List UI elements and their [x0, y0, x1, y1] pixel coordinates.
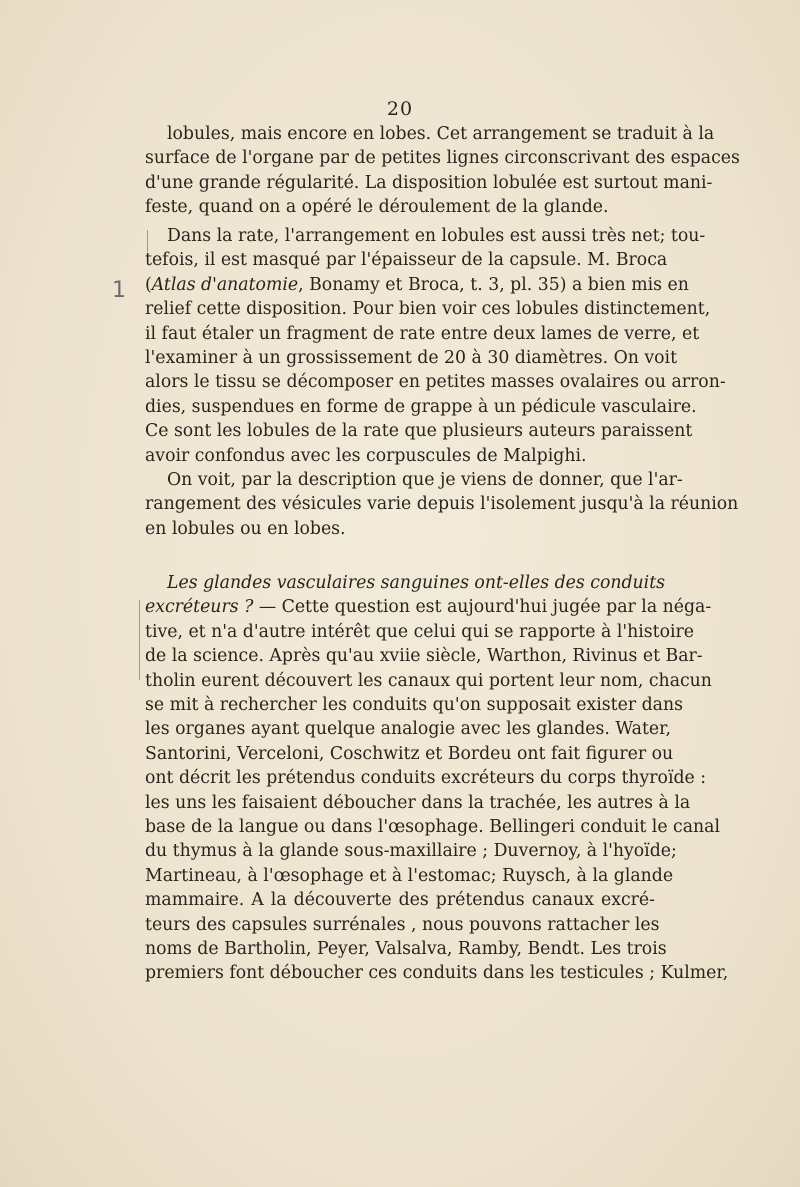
- text-line: se mit à rechercher les conduits qu'on supposait exister dans: [145, 695, 683, 715]
- text-line: dies, suspendues en forme de grappe à un pédicule vasculaire.: [145, 396, 697, 417]
- text-line: teurs des capsules surrénales , nous pouvons rattacher les: [145, 914, 660, 935]
- text-line: Martineau, à l'œsophage et à l'estomac; Ruysch, à la glande: [145, 865, 674, 886]
- text-line: rangement des vésicules varie depuis l'isolement jusqu'à la réunion: [145, 494, 739, 515]
- text-line: du thymus à la glande sous-maxillaire ; Duvernoy, à l'hyoïde;: [145, 841, 677, 862]
- text-line: ont décrit les prétendus conduits excréteurs du corps thyroïde :: [145, 768, 707, 789]
- text-line: base de la langue ou dans l'œsophage. Bellingeri conduit le canal: [145, 817, 720, 837]
- text-line: Ce sont les lobules de la rate que plusieurs auteurs paraissent: [145, 421, 693, 442]
- text-line: tefois, il est masqué par l'épaisseur de la capsule. M. Broca: [145, 250, 668, 271]
- text-line: les organes ayant quelque analogie avec les glandes. Water,: [145, 719, 671, 740]
- text-line: (Atlas d'anatomie, Bonamy et Broca, t. 3, pl. 35) a bien mis en: [145, 274, 689, 295]
- text-line: surface de l'organe par de petites lignes circonscrivant des espaces: [145, 148, 740, 169]
- text-line: tive, et n'a d'autre intérêt que celui qui se rapporte à l'histoire: [145, 621, 694, 642]
- text-line: Dans la rate, l'arrangement en lobules est aussi très net; tou-: [167, 226, 706, 246]
- text-line: d'une grande régularité. La disposition lobulée est surtout mani-: [145, 172, 713, 193]
- text-line: Les glandes vasculaires sanguines ont-elles des conduits: [167, 573, 666, 593]
- text-line: feste, quand on a opéré le déroulement de la glande.: [145, 197, 609, 218]
- text-line: il faut étaler un fragment de rate entre deux lames de verre, et: [145, 323, 700, 344]
- margin-pencil-mark: 1: [112, 278, 126, 303]
- text-line: en lobules ou en lobes.: [145, 518, 346, 539]
- page-number: 20: [386, 98, 414, 120]
- text-line: l'examiner à un grossissement de 20 à 30 diamètres. On voit: [145, 348, 678, 368]
- text-line: de la science. Après qu'au xviie siècle, Warthon, Rivinus et Bar-: [145, 646, 703, 667]
- margin-pencil-line-lower: [139, 600, 140, 680]
- text-line: tholin eurent découvert les canaux qui portent leur nom, chacun: [145, 670, 712, 691]
- text-line: premiers font déboucher ces conduits dans les testicules ; Kulmer,: [145, 963, 729, 984]
- text-line: On voit, par la description que je viens de donner, que l'ar-: [167, 470, 683, 490]
- text-line: alors le tissu se décomposer en petites masses ovalaires ou arron-: [145, 372, 726, 393]
- text-line: Santorini, Verceloni, Coschwitz et Bordeu ont fait figurer ou: [145, 743, 674, 764]
- text-line: lobules, mais encore en lobes. Cet arrangement se traduit à la: [167, 124, 715, 144]
- text-line: les uns les faisaient déboucher dans la trachée, les autres à la: [145, 792, 691, 813]
- text-line: excréteurs ? — Cette question est aujourd'hui jugée par la néga-: [145, 597, 712, 618]
- text-line: relief cette disposition. Pour bien voir ces lobules distinctement,: [145, 299, 711, 320]
- text-line: mammaire. A la découverte des prétendus canaux excré-: [145, 890, 655, 911]
- text-line: noms de Bartholin, Peyer, Valsalva, Ramby, Bendt. Les trois: [145, 939, 667, 959]
- text-line: avoir confondus avec les corpuscules de Malpighi.: [145, 445, 587, 466]
